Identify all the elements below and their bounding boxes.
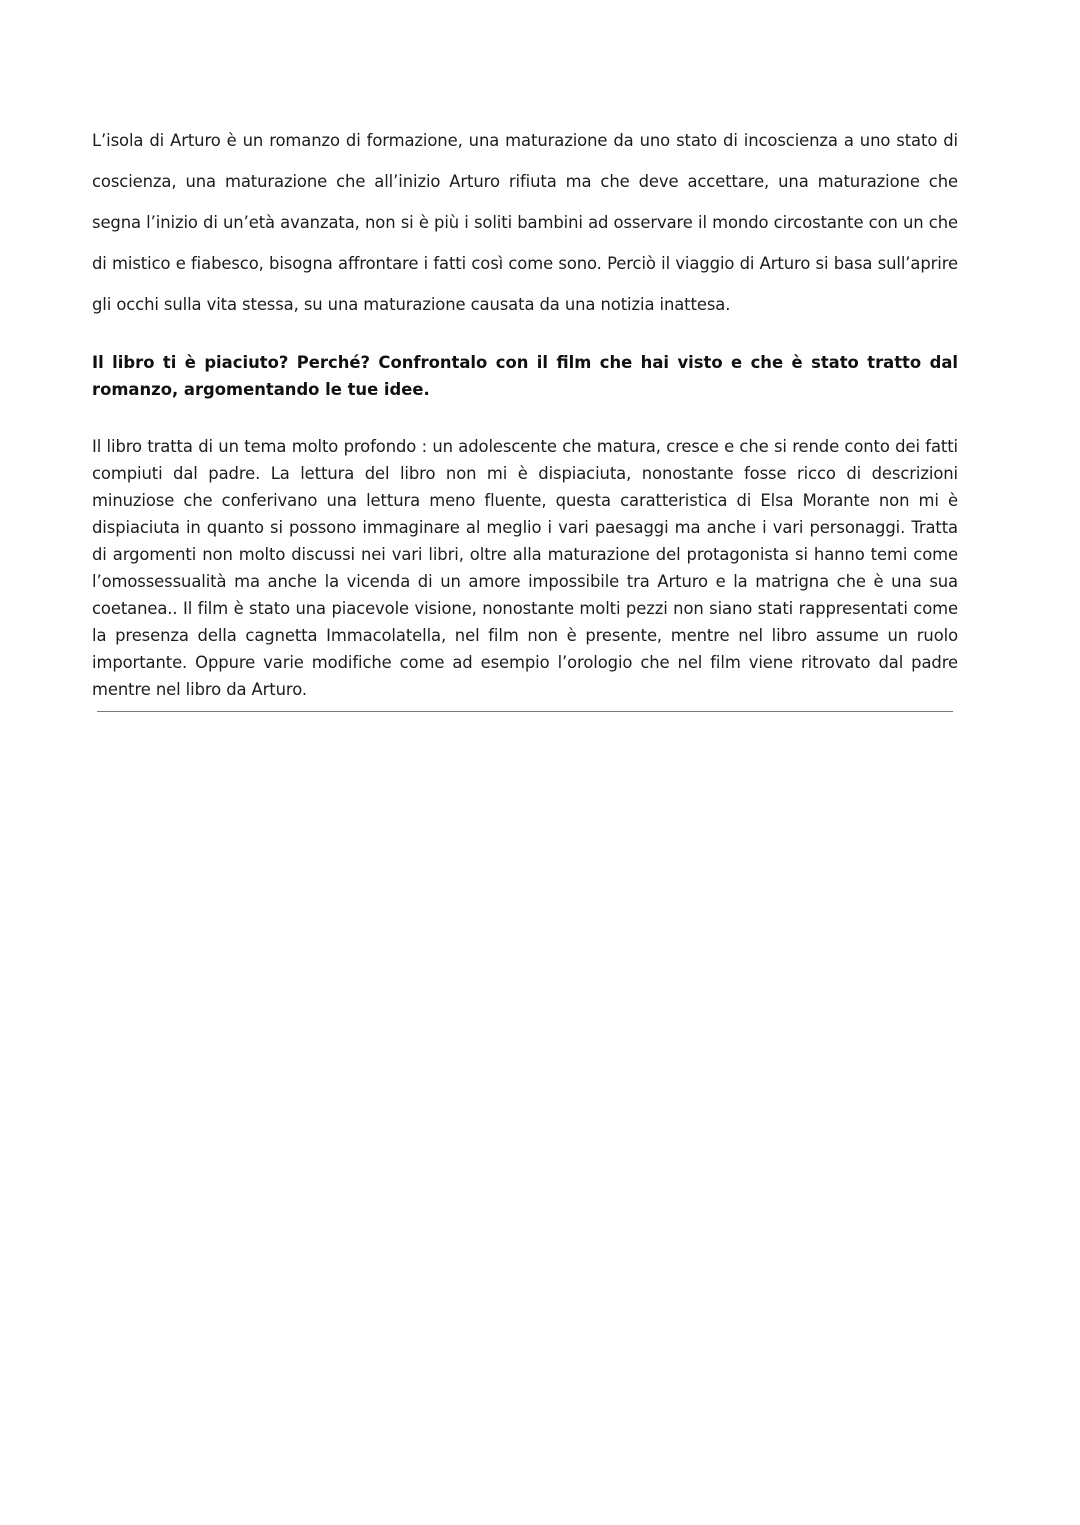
question-heading: Il libro ti è piaciuto? Perché? Confrontalo con il film che hai visto e che è stato tratto dal romanzo, argomentando le tue idee.: [92, 353, 958, 399]
intro-paragraph: L’isola di Arturo è un romanzo di formazione, una maturazione da uno stato di incoscienza a uno stato di coscienza, una maturazione che all’inizio Arturo rifiuta ma che deve accettare, una maturazione che segna l’inizio di un’età avanzata, non si è più i soliti bambini ad osservare il mondo circostante con un che di mistico e fiabesco, bisogna affrontare i fatti così come sono. Perciò il viaggio di Arturo si basa sull’aprire gli occhi sulla vita stessa, su una maturazione causata da una notizia inattesa.: [92, 131, 958, 314]
document-body: [92, 120, 958, 703]
horizontal-divider: [97, 711, 953, 712]
answer-paragraph: Il libro tratta di un tema molto profondo : un adolescente che matura, cresce e che si rende conto dei fatti compiuti dal padre. La lettura del libro non mi è dispiaciuta, nonostante fosse ricco di descrizioni minuziose che conferivano una lettura meno fluente, questa caratteristica di Elsa Morante non mi è dispiaciuta in quanto si possono immaginare al meglio i vari paesaggi ma anche i vari personaggi. Tratta di argomenti non molto discussi nei vari libri, oltre alla maturazione del protagonista si hanno temi come l’omossessualità ma anche la vicenda di un amore impossibile tra Arturo e la matrigna che è una sua coetanea.. Il film è stato una piacevole visione, nonostante molti pezzi non siano stati rappresentati come la presenza della cagnetta Immacolatella, nel film non è presente, mentre nel libro assume un ruolo importante. Oppure varie modifiche come ad esempio l’orologio che nel film viene ritrovato dal padre mentre nel libro da Arturo.: [92, 437, 958, 699]
